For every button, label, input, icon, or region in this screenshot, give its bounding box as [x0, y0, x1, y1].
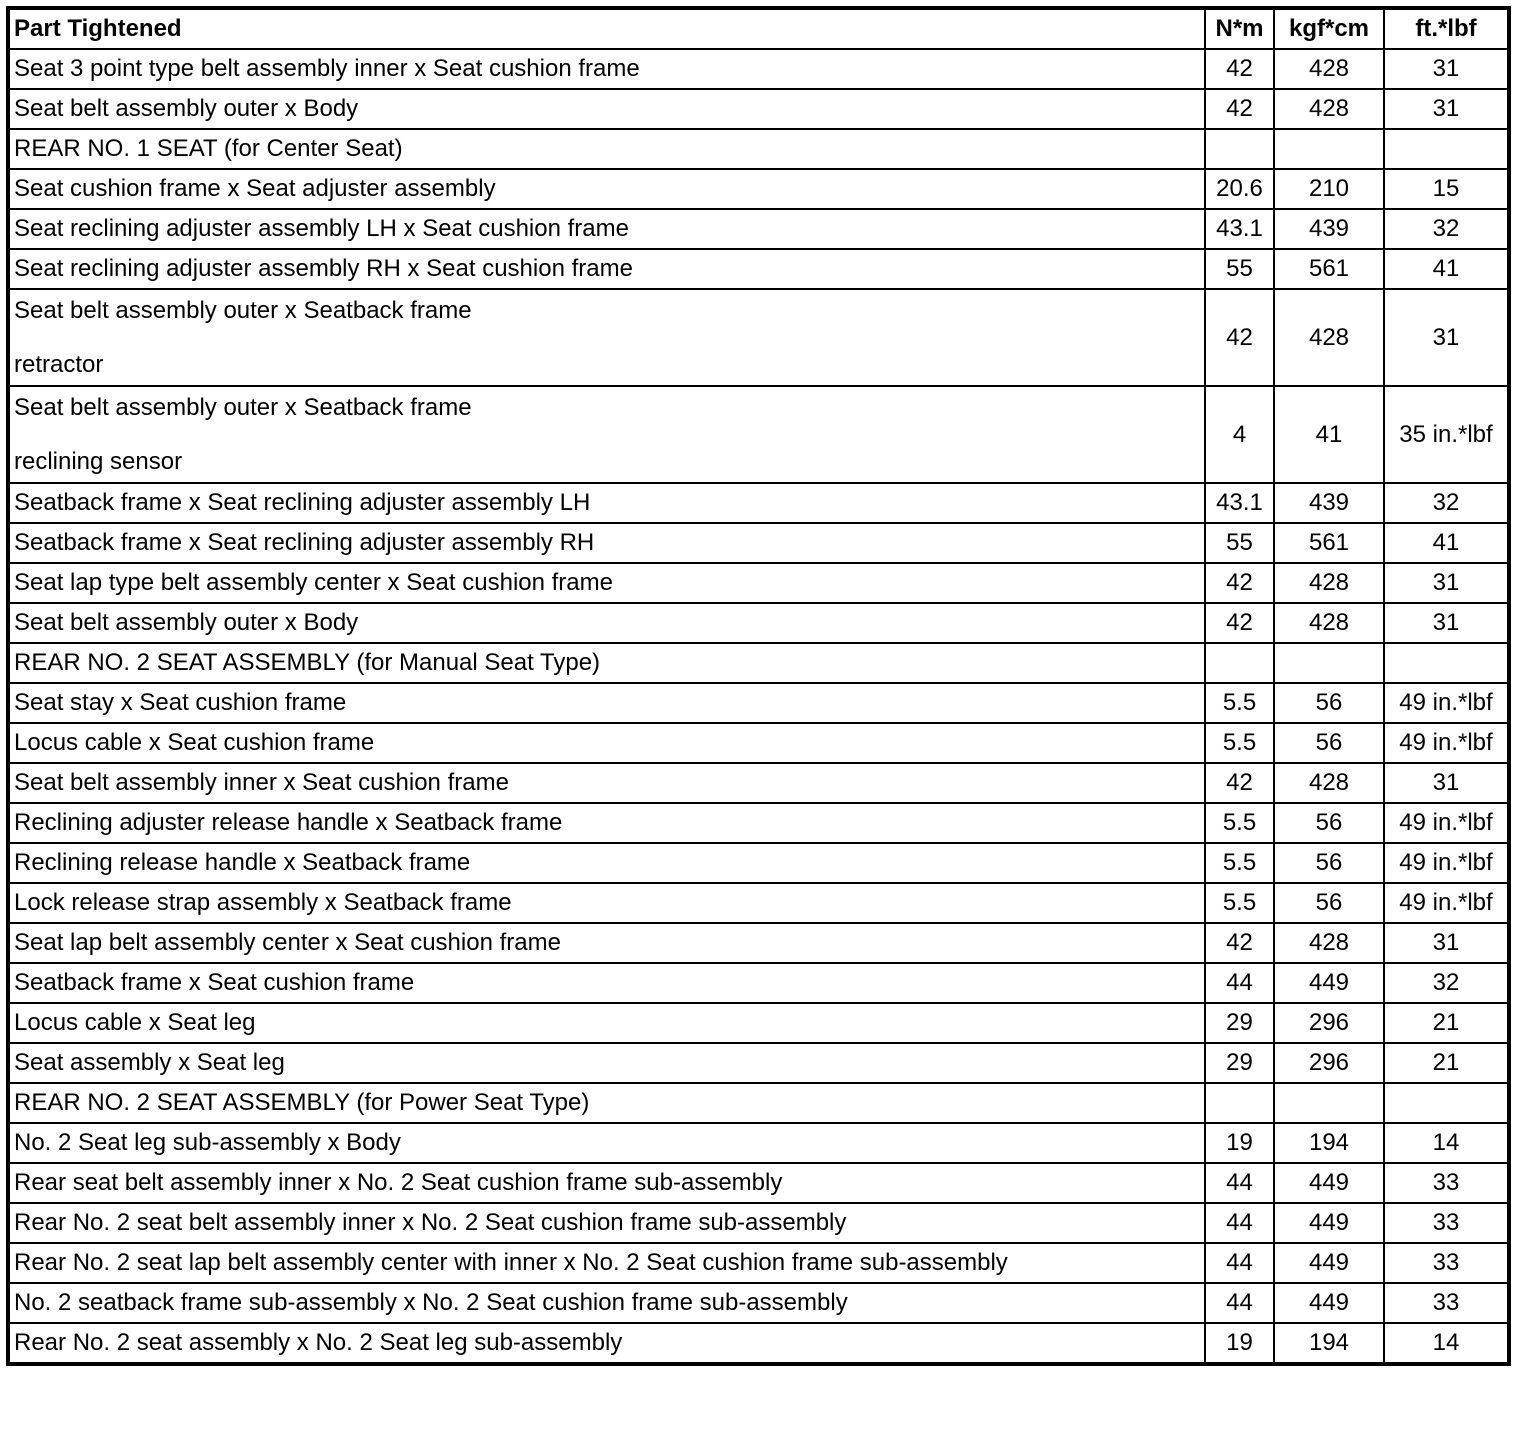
table-row [8, 1203, 1509, 1243]
ft-lbf-value-cell: 14 [1384, 1123, 1509, 1163]
nm-value-cell: 44 [1205, 1243, 1274, 1283]
nm-value-cell: 5.5 [1205, 683, 1274, 723]
nm-value-cell: 20.6 [1205, 169, 1274, 209]
part-tightened-text: Rear seat belt assembly inner x No. 2 Seat cushion frame sub-assembly [14, 1169, 783, 1196]
part-tightened-text: Locus cable x Seat leg [14, 1009, 256, 1036]
ft-lbf-value-cell: 31 [1384, 603, 1509, 643]
table-row [8, 289, 1509, 386]
part-tightened-cell [8, 89, 1205, 129]
part-tightened-cell [8, 1123, 1205, 1163]
ft-lbf-value-cell: 49 in.*lbf [1384, 803, 1509, 843]
part-tightened-text: Seat cushion frame x Seat adjuster assembly [14, 175, 496, 202]
part-tightened-text: No. 2 seatback frame sub-assembly x No. 2 Seat cushion frame sub-assembly [14, 1289, 848, 1316]
nm-value-cell: 5.5 [1205, 883, 1274, 923]
kgf-cm-value-cell: 439 [1274, 483, 1384, 523]
header-kgf-cm: kgf*cm [1274, 8, 1384, 49]
ft-lbf-value-cell: 41 [1384, 523, 1509, 563]
part-tightened-cell [8, 49, 1205, 89]
ft-lbf-value-cell: 31 [1384, 289, 1509, 386]
kgf-cm-value-cell: 449 [1274, 1203, 1384, 1243]
kgf-cm-value-cell: 194 [1274, 1123, 1384, 1163]
part-tightened-text: Rear No. 2 seat assembly x No. 2 Seat leg sub-assembly [14, 1329, 623, 1356]
part-tightened-text: Seat belt assembly inner x Seat cushion frame [14, 769, 509, 796]
part-tightened-cell [8, 483, 1205, 523]
part-tightened-text: Seatback frame x Seat reclining adjuster assembly RH [14, 529, 595, 556]
part-tightened-text: Seat stay x Seat cushion frame [14, 689, 347, 716]
table-row [8, 1123, 1509, 1163]
kgf-cm-value-cell: 428 [1274, 289, 1384, 386]
header-part-tightened: Part Tightened [8, 8, 1205, 49]
part-tightened-cell [8, 763, 1205, 803]
table-row [8, 1283, 1509, 1323]
nm-value-cell: 29 [1205, 1003, 1274, 1043]
part-tightened-text: Lock release strap assembly x Seatback frame [14, 889, 512, 916]
nm-value-cell: 19 [1205, 1123, 1274, 1163]
nm-value-cell: 29 [1205, 1043, 1274, 1083]
kgf-cm-value-cell: 210 [1274, 169, 1384, 209]
table-row [8, 563, 1509, 603]
nm-value-cell: 42 [1205, 763, 1274, 803]
nm-value-cell: 44 [1205, 963, 1274, 1003]
nm-value-cell: 55 [1205, 249, 1274, 289]
table-body [8, 49, 1509, 1364]
ft-lbf-value-cell: 31 [1384, 49, 1509, 89]
nm-value-cell: 43.1 [1205, 209, 1274, 249]
part-tightened-text: REAR NO. 2 SEAT ASSEMBLY (for Power Seat Type) [14, 1089, 590, 1116]
ft-lbf-value-cell: 33 [1384, 1283, 1509, 1323]
part-tightened-text: Locus cable x Seat cushion frame [14, 729, 375, 756]
nm-value-cell: 4 [1205, 386, 1274, 483]
part-tightened-cell [8, 386, 1205, 483]
part-tightened-text: Reclining adjuster release handle x Seatback frame [14, 809, 563, 836]
ft-lbf-value-cell [1384, 129, 1509, 169]
ft-lbf-value-cell: 41 [1384, 249, 1509, 289]
kgf-cm-value-cell: 428 [1274, 89, 1384, 129]
part-tightened-text: Rear No. 2 seat lap belt assembly center with inner x No. 2 Seat cushion frame sub-assembly [14, 1249, 1008, 1276]
ft-lbf-value-cell: 35 in.*lbf [1384, 386, 1509, 483]
kgf-cm-value-cell: 428 [1274, 923, 1384, 963]
ft-lbf-value-cell: 21 [1384, 1003, 1509, 1043]
part-tightened-text: retractor [14, 350, 104, 378]
table-row [8, 49, 1509, 89]
kgf-cm-value-cell [1274, 129, 1384, 169]
table-row [8, 603, 1509, 643]
kgf-cm-value-cell: 449 [1274, 1243, 1384, 1283]
table-row [8, 249, 1509, 289]
table-row [8, 883, 1509, 923]
table-row [8, 1323, 1509, 1364]
part-tightened-text: Seatback frame x Seat reclining adjuster assembly LH [14, 489, 591, 516]
ft-lbf-value-cell: 33 [1384, 1163, 1509, 1203]
table-row [8, 483, 1509, 523]
kgf-cm-value-cell: 449 [1274, 1163, 1384, 1203]
part-tightened-cell [8, 209, 1205, 249]
part-tightened-text: Seat assembly x Seat leg [14, 1049, 285, 1076]
table-row [8, 803, 1509, 843]
ft-lbf-value-cell: 21 [1384, 1043, 1509, 1083]
kgf-cm-value-cell: 428 [1274, 563, 1384, 603]
part-tightened-text: Rear No. 2 seat belt assembly inner x No. 2 Seat cushion frame sub-assembly [14, 1209, 847, 1236]
table-row [8, 89, 1509, 129]
header-ft-lbf: ft.*lbf [1384, 8, 1509, 49]
table-row [8, 723, 1509, 763]
table-row [8, 843, 1509, 883]
kgf-cm-value-cell: 561 [1274, 249, 1384, 289]
nm-value-cell: 5.5 [1205, 843, 1274, 883]
part-tightened-cell [8, 1083, 1205, 1123]
kgf-cm-value-cell: 449 [1274, 963, 1384, 1003]
nm-value-cell: 19 [1205, 1323, 1274, 1364]
nm-value-cell: 44 [1205, 1163, 1274, 1203]
ft-lbf-value-cell: 31 [1384, 89, 1509, 129]
part-tightened-cell [8, 1043, 1205, 1083]
table-row [8, 683, 1509, 723]
table-row [8, 209, 1509, 249]
table-row [8, 1163, 1509, 1203]
nm-value-cell [1205, 643, 1274, 683]
part-tightened-cell [8, 963, 1205, 1003]
table-row [8, 643, 1509, 683]
nm-value-cell: 42 [1205, 289, 1274, 386]
part-tightened-cell [8, 1203, 1205, 1243]
part-tightened-text: Seatback frame x Seat cushion frame [14, 969, 415, 996]
nm-value-cell: 42 [1205, 49, 1274, 89]
ft-lbf-value-cell: 31 [1384, 563, 1509, 603]
table-row [8, 763, 1509, 803]
part-tightened-text: Seat belt assembly outer x Body [14, 95, 359, 122]
header-row [8, 8, 1509, 49]
ft-lbf-value-cell: 32 [1384, 209, 1509, 249]
part-tightened-cell [8, 683, 1205, 723]
part-tightened-cell [8, 523, 1205, 563]
nm-value-cell: 5.5 [1205, 803, 1274, 843]
part-tightened-cell [8, 289, 1205, 386]
kgf-cm-value-cell: 56 [1274, 723, 1384, 763]
part-tightened-cell [8, 1243, 1205, 1283]
kgf-cm-value-cell: 41 [1274, 386, 1384, 483]
kgf-cm-value-cell: 56 [1274, 683, 1384, 723]
part-tightened-cell [8, 1323, 1205, 1364]
part-tightened-cell [8, 923, 1205, 963]
part-tightened-cell [8, 723, 1205, 763]
table-row [8, 963, 1509, 1003]
part-tightened-cell [8, 1283, 1205, 1323]
table-row [8, 1043, 1509, 1083]
part-tightened-text: Seat 3 point type belt assembly inner x Seat cushion frame [14, 55, 640, 82]
kgf-cm-value-cell: 439 [1274, 209, 1384, 249]
part-tightened-text: reclining sensor [14, 447, 183, 475]
nm-value-cell: 42 [1205, 563, 1274, 603]
ft-lbf-value-cell: 49 in.*lbf [1384, 883, 1509, 923]
nm-value-cell: 44 [1205, 1283, 1274, 1323]
part-tightened-cell [8, 603, 1205, 643]
kgf-cm-value-cell: 56 [1274, 843, 1384, 883]
part-tightened-cell [8, 1163, 1205, 1203]
part-tightened-text: Seat reclining adjuster assembly LH x Seat cushion frame [14, 215, 629, 242]
ft-lbf-value-cell: 31 [1384, 923, 1509, 963]
kgf-cm-value-cell: 561 [1274, 523, 1384, 563]
ft-lbf-value-cell: 33 [1384, 1243, 1509, 1283]
part-tightened-text: Seat belt assembly outer x Seatback frame [14, 393, 472, 421]
part-tightened-cell [8, 1003, 1205, 1043]
part-tightened-text: Seat belt assembly outer x Seatback frame [14, 296, 472, 324]
kgf-cm-value-cell: 428 [1274, 603, 1384, 643]
part-tightened-cell [8, 563, 1205, 603]
nm-value-cell [1205, 129, 1274, 169]
table-row [8, 523, 1509, 563]
ft-lbf-value-cell: 32 [1384, 483, 1509, 523]
table-row [8, 386, 1509, 483]
nm-value-cell: 43.1 [1205, 483, 1274, 523]
kgf-cm-value-cell: 428 [1274, 763, 1384, 803]
ft-lbf-value-cell: 15 [1384, 169, 1509, 209]
part-tightened-cell [8, 883, 1205, 923]
kgf-cm-value-cell: 296 [1274, 1043, 1384, 1083]
kgf-cm-value-cell: 56 [1274, 803, 1384, 843]
kgf-cm-value-cell [1274, 643, 1384, 683]
part-tightened-text: Seat lap belt assembly center x Seat cushion frame [14, 929, 561, 956]
header-nm: N*m [1205, 8, 1274, 49]
ft-lbf-value-cell: 49 in.*lbf [1384, 843, 1509, 883]
part-tightened-text: REAR NO. 2 SEAT ASSEMBLY (for Manual Seat Type) [14, 649, 601, 676]
part-tightened-cell [8, 643, 1205, 683]
kgf-cm-value-cell: 56 [1274, 883, 1384, 923]
table-row [8, 169, 1509, 209]
nm-value-cell [1205, 1083, 1274, 1123]
ft-lbf-value-cell: 32 [1384, 963, 1509, 1003]
table-row [8, 1003, 1509, 1043]
ft-lbf-value-cell: 49 in.*lbf [1384, 683, 1509, 723]
table-row [8, 923, 1509, 963]
kgf-cm-value-cell: 449 [1274, 1283, 1384, 1323]
part-tightened-text: Seat belt assembly outer x Body [14, 609, 359, 636]
table-row [8, 1243, 1509, 1283]
nm-value-cell: 42 [1205, 89, 1274, 129]
kgf-cm-value-cell: 194 [1274, 1323, 1384, 1364]
nm-value-cell: 55 [1205, 523, 1274, 563]
part-tightened-cell [8, 843, 1205, 883]
part-tightened-cell [8, 129, 1205, 169]
ft-lbf-value-cell [1384, 1083, 1509, 1123]
kgf-cm-value-cell: 296 [1274, 1003, 1384, 1043]
ft-lbf-value-cell: 14 [1384, 1323, 1509, 1364]
kgf-cm-value-cell [1274, 1083, 1384, 1123]
kgf-cm-value-cell: 428 [1274, 49, 1384, 89]
ft-lbf-value-cell: 31 [1384, 763, 1509, 803]
part-tightened-text: Seat lap type belt assembly center x Seat cushion frame [14, 569, 613, 596]
ft-lbf-value-cell [1384, 643, 1509, 683]
nm-value-cell: 42 [1205, 603, 1274, 643]
table-header [8, 8, 1509, 49]
torque-spec-table [6, 6, 1511, 1366]
part-tightened-cell [8, 803, 1205, 843]
part-tightened-text: Reclining release handle x Seatback frame [14, 849, 471, 876]
nm-value-cell: 42 [1205, 923, 1274, 963]
part-tightened-cell [8, 249, 1205, 289]
part-tightened-text: REAR NO. 1 SEAT (for Center Seat) [14, 135, 403, 162]
nm-value-cell: 5.5 [1205, 723, 1274, 763]
part-tightened-text: No. 2 Seat leg sub-assembly x Body [14, 1129, 401, 1156]
ft-lbf-value-cell: 33 [1384, 1203, 1509, 1243]
nm-value-cell: 44 [1205, 1203, 1274, 1243]
table-row [8, 129, 1509, 169]
part-tightened-cell [8, 169, 1205, 209]
ft-lbf-value-cell: 49 in.*lbf [1384, 723, 1509, 763]
part-tightened-text: Seat reclining adjuster assembly RH x Seat cushion frame [14, 255, 633, 282]
table-row [8, 1083, 1509, 1123]
